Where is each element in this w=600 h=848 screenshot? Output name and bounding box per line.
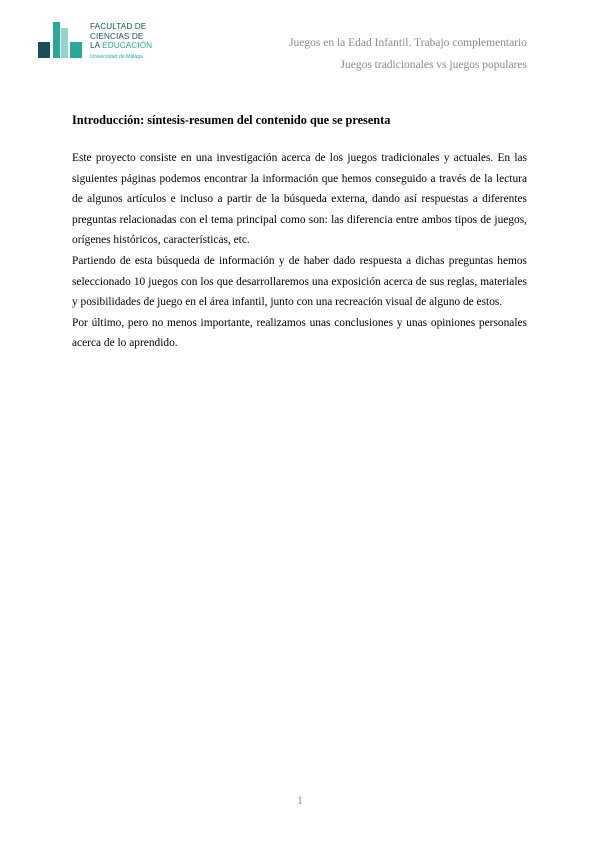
university-name: Universidad de Málaga — [90, 54, 144, 60]
faculty-logo — [38, 22, 188, 66]
faculty-logo-text — [90, 22, 152, 51]
document-body — [72, 113, 527, 354]
paragraph-1: Este proyecto consiste en una investigación acerca de los juegos tradicionales y actuales. En las siguientes páginas podemos encontrar la información que hemos conseguido a través de la lectura de algunos artículos e incluso a partir de la búsqueda externa, dando así respuestas a diferentes preguntas relacionadas con el tema principal como son: las diferencia entre ambos tipos de juegos, orígenes históricos, características, etc. — [72, 152, 527, 247]
paragraph-2: Partiendo de esta búsqueda de información y de haber dado respuesta a dichas preguntas hemos seleccionado 10 juegos con los que desarrollaremos una exposición acerca de sus reglas, materiales y posibilidades de juego en el área infantil, junto con una recreación visual de alguno de estos. — [72, 254, 527, 309]
section-title: Introducción: síntesis-resumen del contenido que se presenta — [72, 113, 391, 127]
logo-line-3: LA EDUCACIÓN — [90, 41, 153, 51]
page-header — [289, 37, 527, 72]
page-number: 1 — [297, 795, 303, 807]
paragraph-3: Por último, pero no menos importante, realizamos unas conclusiones y unas opiniones personales acerca de lo aprendido. — [72, 316, 527, 350]
logo-line-2: CIENCIAS DE — [90, 31, 144, 41]
logo-line-1: FACULTAD DE — [90, 22, 147, 31]
header-course-title: Juegos en la Edad Infantil. Trabajo complementario — [289, 37, 527, 49]
header-work-title: Juegos tradicionales vs juegos populares — [340, 59, 527, 71]
faculty-logo-mark-icon — [38, 22, 82, 58]
